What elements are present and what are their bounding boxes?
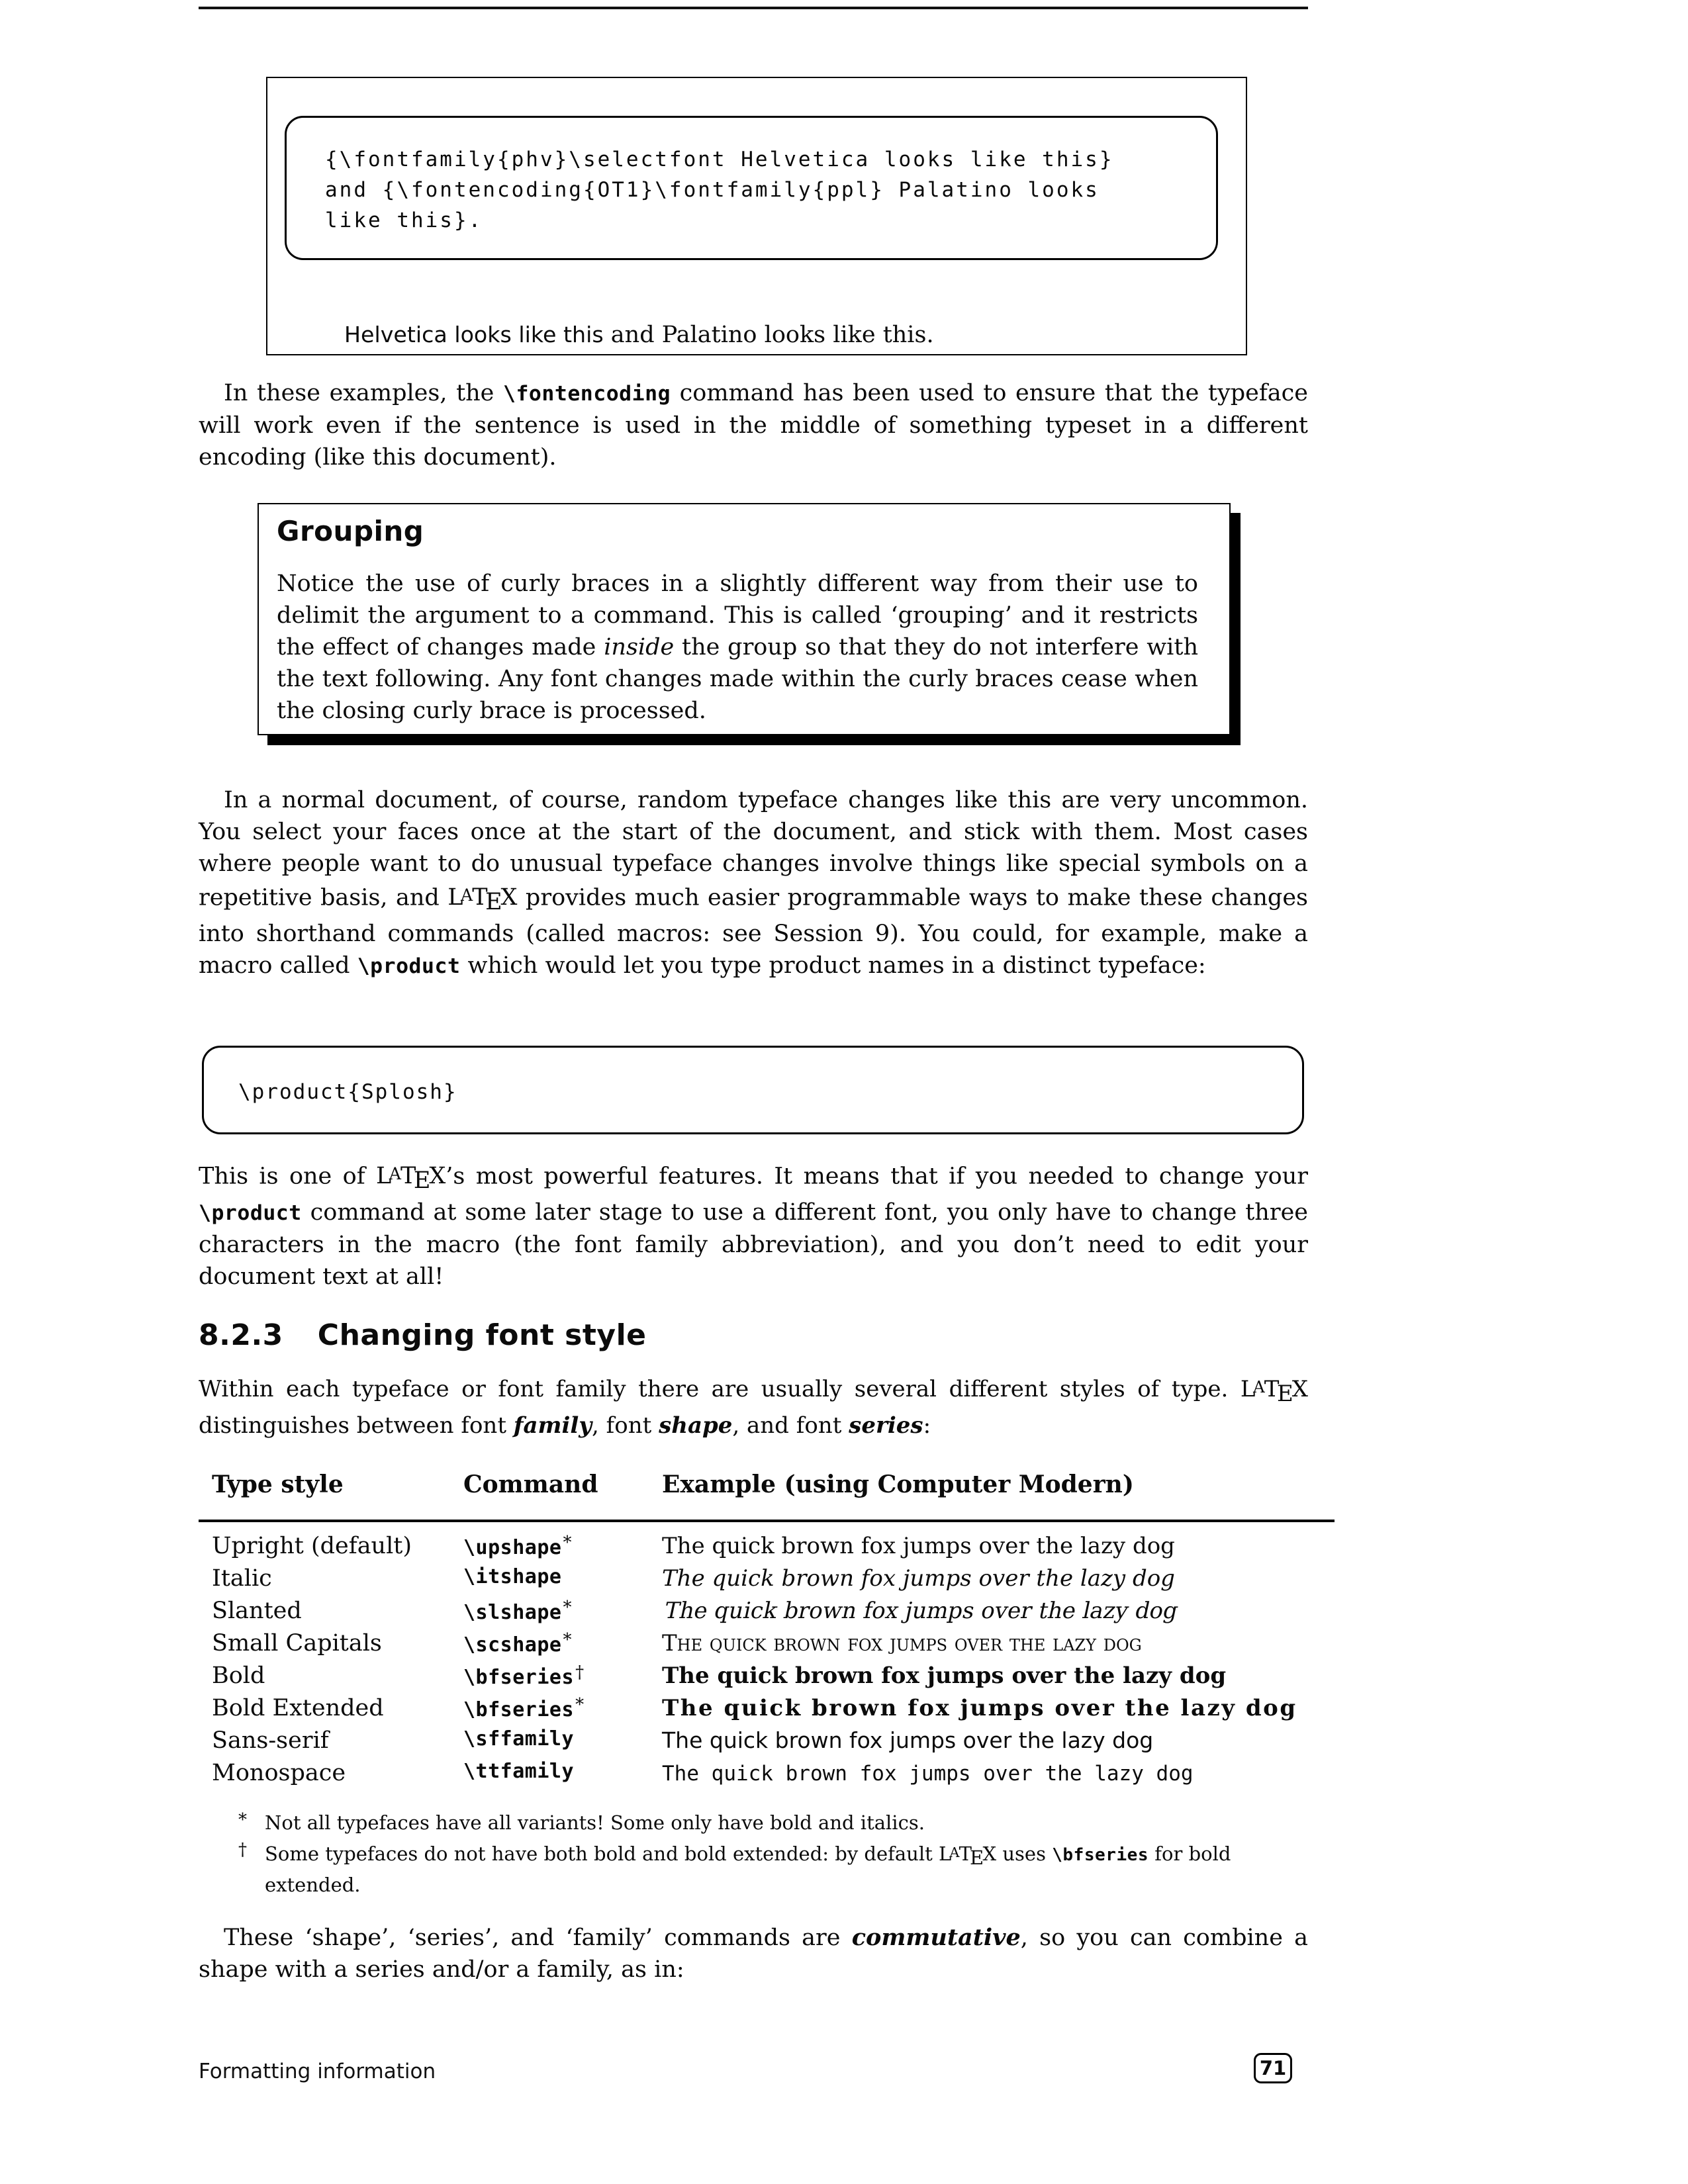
cell-example: [662, 1630, 1142, 1657]
latex-logo: LATEX: [447, 884, 518, 916]
column-header-type-style: Type style: [212, 1471, 344, 1498]
table-row: [199, 1630, 1335, 1662]
latex-logo: LATEX: [939, 1843, 997, 1870]
section-title: Changing font style: [317, 1318, 647, 1352]
code-line: \product{Splosh}: [238, 1080, 457, 1104]
cell-example: [662, 1533, 1175, 1559]
cell-command: \slshape*: [463, 1598, 572, 1624]
cell-example: [662, 1760, 1194, 1786]
grouping-title: Grouping: [277, 515, 424, 547]
table-row: [199, 1727, 1335, 1760]
font-style-table: [199, 1471, 1335, 1792]
cell-type-style: Italic: [212, 1565, 272, 1592]
grouping-note-box: [258, 503, 1231, 735]
example-sentence: The quick brown fox jumps over the lazy dog: [662, 1695, 1297, 1721]
cell-example: [662, 1598, 1181, 1624]
paragraph-fontencoding: In these examples, the \fontencoding command has been used to ensure that the typeface will work even if the sentence is used in the middle of something typeset in a different encoding (like this document).: [199, 380, 1308, 471]
cell-type-style: Bold Extended: [212, 1695, 384, 1721]
table-row: [199, 1565, 1335, 1598]
footnote-reference-marker: *: [575, 1695, 585, 1715]
example-figure-box: [266, 77, 1247, 355]
cell-type-style: Slanted: [212, 1598, 302, 1624]
latex-logo: LATEX: [1240, 1376, 1308, 1407]
cell-command: \upshape*: [463, 1533, 572, 1559]
table-row: [199, 1662, 1335, 1695]
cell-command: \bfseries*: [463, 1695, 585, 1721]
code-line: and {\fontencoding{OT1}\fontfamily{ppl} Palatino looks: [325, 178, 1100, 202]
cell-example: [662, 1565, 1175, 1592]
code-line: {\fontfamily{phv}\selectfont Helvetica looks like this}: [325, 148, 1114, 171]
footnote: [199, 1839, 1308, 1899]
footnote-marker: †: [238, 1840, 247, 1860]
footnote-text: Not all typefaces have all variants! Some only have bold and italics.: [265, 1811, 925, 1834]
footnote-reference-marker: *: [563, 1598, 572, 1617]
table-header-rule: [199, 1520, 1335, 1522]
section-number: 8.2.3: [199, 1318, 283, 1352]
page-number-box: [1254, 2053, 1292, 2083]
footnote-reference-marker: *: [563, 1533, 572, 1553]
footnote-reference-marker: †: [575, 1662, 585, 1682]
footer-running-title: Formatting information: [199, 2060, 436, 2083]
footnote-reference-marker: *: [563, 1630, 572, 1650]
typeset-result-line: Helvetica looks like this and Palatino looks like this.: [344, 322, 934, 348]
example-sentence: The quick brown fox jumps over the lazy dog: [662, 1598, 1181, 1624]
cell-command: \bfseries†: [463, 1662, 585, 1689]
cell-type-style: Bold: [212, 1662, 265, 1689]
column-header-command: Command: [463, 1471, 598, 1498]
example-sentence: The quick brown fox jumps over the lazy dog: [662, 1662, 1227, 1689]
table-footnotes: [199, 1809, 1308, 1901]
footnote: [199, 1809, 1308, 1837]
table-row: [199, 1760, 1335, 1792]
page-number: 71: [1259, 2057, 1287, 2079]
section-heading: [199, 1318, 647, 1352]
footnote-text: Some typefaces do not have both bold and bold extended: by default LATEX uses \bfseries for bold extended.: [265, 1843, 1231, 1897]
top-rule: [199, 7, 1308, 9]
column-header-example: Example (using Computer Modern): [662, 1471, 1134, 1498]
footnote-marker: *: [238, 1810, 247, 1830]
code-lines: [325, 144, 1114, 236]
example-sentence: The quick brown fox jumps over the lazy dog: [662, 1533, 1175, 1559]
table-row: [199, 1598, 1335, 1630]
paragraph-commutative: These ‘shape’, ‘series’, and ‘family’ commands are commutative, so you can combine a shape with a series and/or a family, as in:: [199, 1924, 1309, 1983]
example-sentence: The quick brown fox jumps over the lazy dog: [662, 1565, 1175, 1592]
cell-type-style: Upright (default): [212, 1533, 412, 1559]
example-sentence: The quick brown fox jumps over the lazy dog: [662, 1762, 1194, 1786]
cell-command: \itshape: [463, 1565, 562, 1588]
cell-command: \scshape*: [463, 1630, 572, 1657]
table-body: [199, 1533, 1335, 1792]
example-sentence: The quick brown fox jumps over the lazy dog: [662, 1630, 1142, 1657]
table-row: [199, 1695, 1335, 1727]
cell-type-style: Small Capitals: [212, 1630, 382, 1657]
cell-example: [662, 1727, 1153, 1754]
cell-command: \ttfamily: [463, 1760, 575, 1783]
cell-type-style: Monospace: [212, 1760, 346, 1786]
code-snippet-box: [285, 116, 1218, 260]
grouping-body: Notice the use of curly braces in a slightly different way from their use to delimit the argument to a command. This is called ‘grouping’ and it restricts the effect of changes made inside the group so that they do not interfere with the text following. Any font changes made within the curly braces cease when the closing curly brace is processed.: [277, 570, 1198, 724]
table-header-row: [199, 1471, 1335, 1520]
example-sentence: The quick brown fox jumps over the lazy dog: [662, 1727, 1154, 1753]
product-code-box: [202, 1046, 1304, 1134]
paragraph-normal-document: In a normal document, of course, random typeface changes like this are very uncommon. You select your faces once at the start of the document, and stick with them. Most cases where people want to do unusual typeface changes involve things like special symbols on a repetitive basis, and LATEX provides much easier programmable ways to make these changes into shorthand commands (called macros: see Session 9). You could, for example, make a macro called \product which would let you type product names in a distinct typeface:: [199, 787, 1308, 979]
cell-example: [662, 1695, 1297, 1721]
cell-command: \sffamily: [463, 1727, 575, 1751]
cell-type-style: Sans-serif: [212, 1727, 329, 1754]
paragraph-powerful-features: This is one of LATEX’s most powerful features. It means that if you needed to change your \product command at some later stage to use a different font, you only have to change three characters in the macro (the font family abbreviation), and you don’t need to edit your document text at all!: [199, 1163, 1308, 1291]
code-line: like this}.: [325, 208, 483, 232]
paragraph-font-style-intro: Within each typeface or font family there are usually several different styles of type. LATEX distinguishes between font family, font shape, and font series:: [199, 1376, 1308, 1439]
cell-example: [662, 1662, 1226, 1689]
latex-logo: LATEX: [376, 1163, 446, 1195]
table-row: [199, 1533, 1335, 1565]
